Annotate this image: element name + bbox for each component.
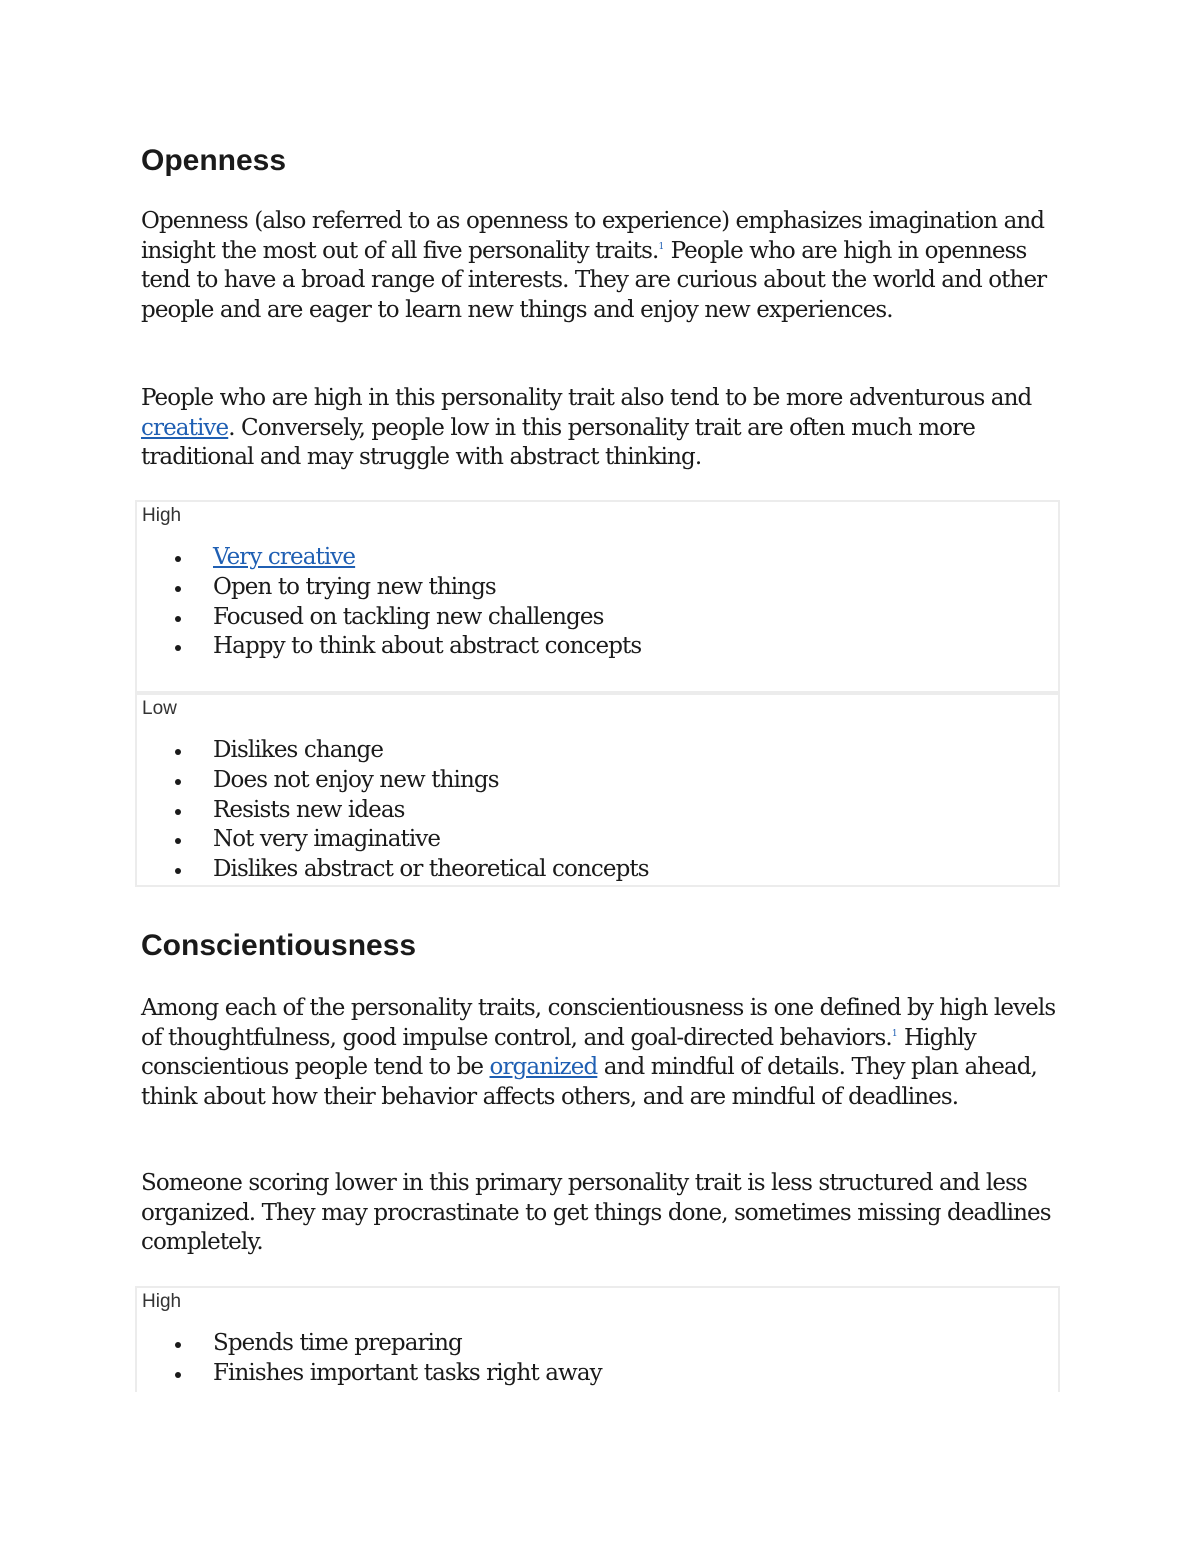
openness-paragraph-1: Openness (also referred to as openness to experience) emphasizes imagination and insight the most out of all five personality traits.$^1$ People who are high in openness tend to have a broad range of interests. They are curious about the world and other people and are eager to learn new things and enjoy new experiences. bbox=[141, 208, 1047, 324]
list-item: Open to trying new things bbox=[175, 573, 641, 603]
conscientiousness-high-list bbox=[175, 1329, 602, 1389]
very-creative-link[interactable]: Very creative bbox=[213, 544, 356, 570]
openness-high-box bbox=[135, 500, 1060, 693]
list-item: Spends time preparing bbox=[175, 1329, 602, 1359]
list-item: Not very imaginative bbox=[175, 825, 649, 855]
organized-link[interactable]: organized bbox=[489, 1054, 598, 1081]
openness-high-list bbox=[175, 543, 641, 662]
openness-low-box bbox=[135, 693, 1060, 887]
footnote-ref[interactable]: 1 bbox=[891, 1028, 898, 1039]
openness-paragraph-2: People who are high in this personality trait also tend to be more adventurous and creative. Conversely, people low in this personality trait are often much more traditional and may struggle with abstract thinking. bbox=[141, 385, 1032, 471]
list-item: Dislikes abstract or theoretical concepts bbox=[175, 855, 649, 885]
conscientiousness-heading: Conscientiousness bbox=[141, 929, 417, 962]
list-item: Resists new ideas bbox=[175, 796, 649, 826]
openness-low-label: Low bbox=[142, 698, 177, 719]
list-item: Focused on tackling new challenges bbox=[175, 603, 641, 633]
list-item: Dislikes change bbox=[175, 736, 649, 766]
conscientiousness-paragraph-1: Among each of the personality traits, conscientiousness is one defined by high levels of thoughtfulness, good impulse control, and goal-directed behaviors.$^1$ Highly conscientious people tend to be organized and mindful of details. They plan ahead, think about how their behavior affects others, and are mindful of deadlines. bbox=[141, 995, 1056, 1111]
list-item: Finishes important tasks right away bbox=[175, 1359, 602, 1389]
conscientiousness-paragraph-2: Someone scoring lower in this primary personality trait is less structured and less organized. They may procrastinate to get things done, sometimes missing deadlines completely. bbox=[141, 1170, 1051, 1256]
openness-heading: Openness bbox=[141, 144, 287, 177]
list-item bbox=[175, 543, 641, 573]
list-item: Happy to think about abstract concepts bbox=[175, 632, 641, 662]
conscientiousness-high-box bbox=[135, 1286, 1060, 1392]
list-item: Does not enjoy new things bbox=[175, 766, 649, 796]
footnote-ref[interactable]: 1 bbox=[658, 241, 665, 252]
openness-low-list bbox=[175, 736, 649, 885]
openness-high-label: High bbox=[142, 505, 182, 526]
creative-link[interactable]: creative bbox=[141, 414, 229, 441]
conscientiousness-high-label: High bbox=[142, 1291, 182, 1312]
